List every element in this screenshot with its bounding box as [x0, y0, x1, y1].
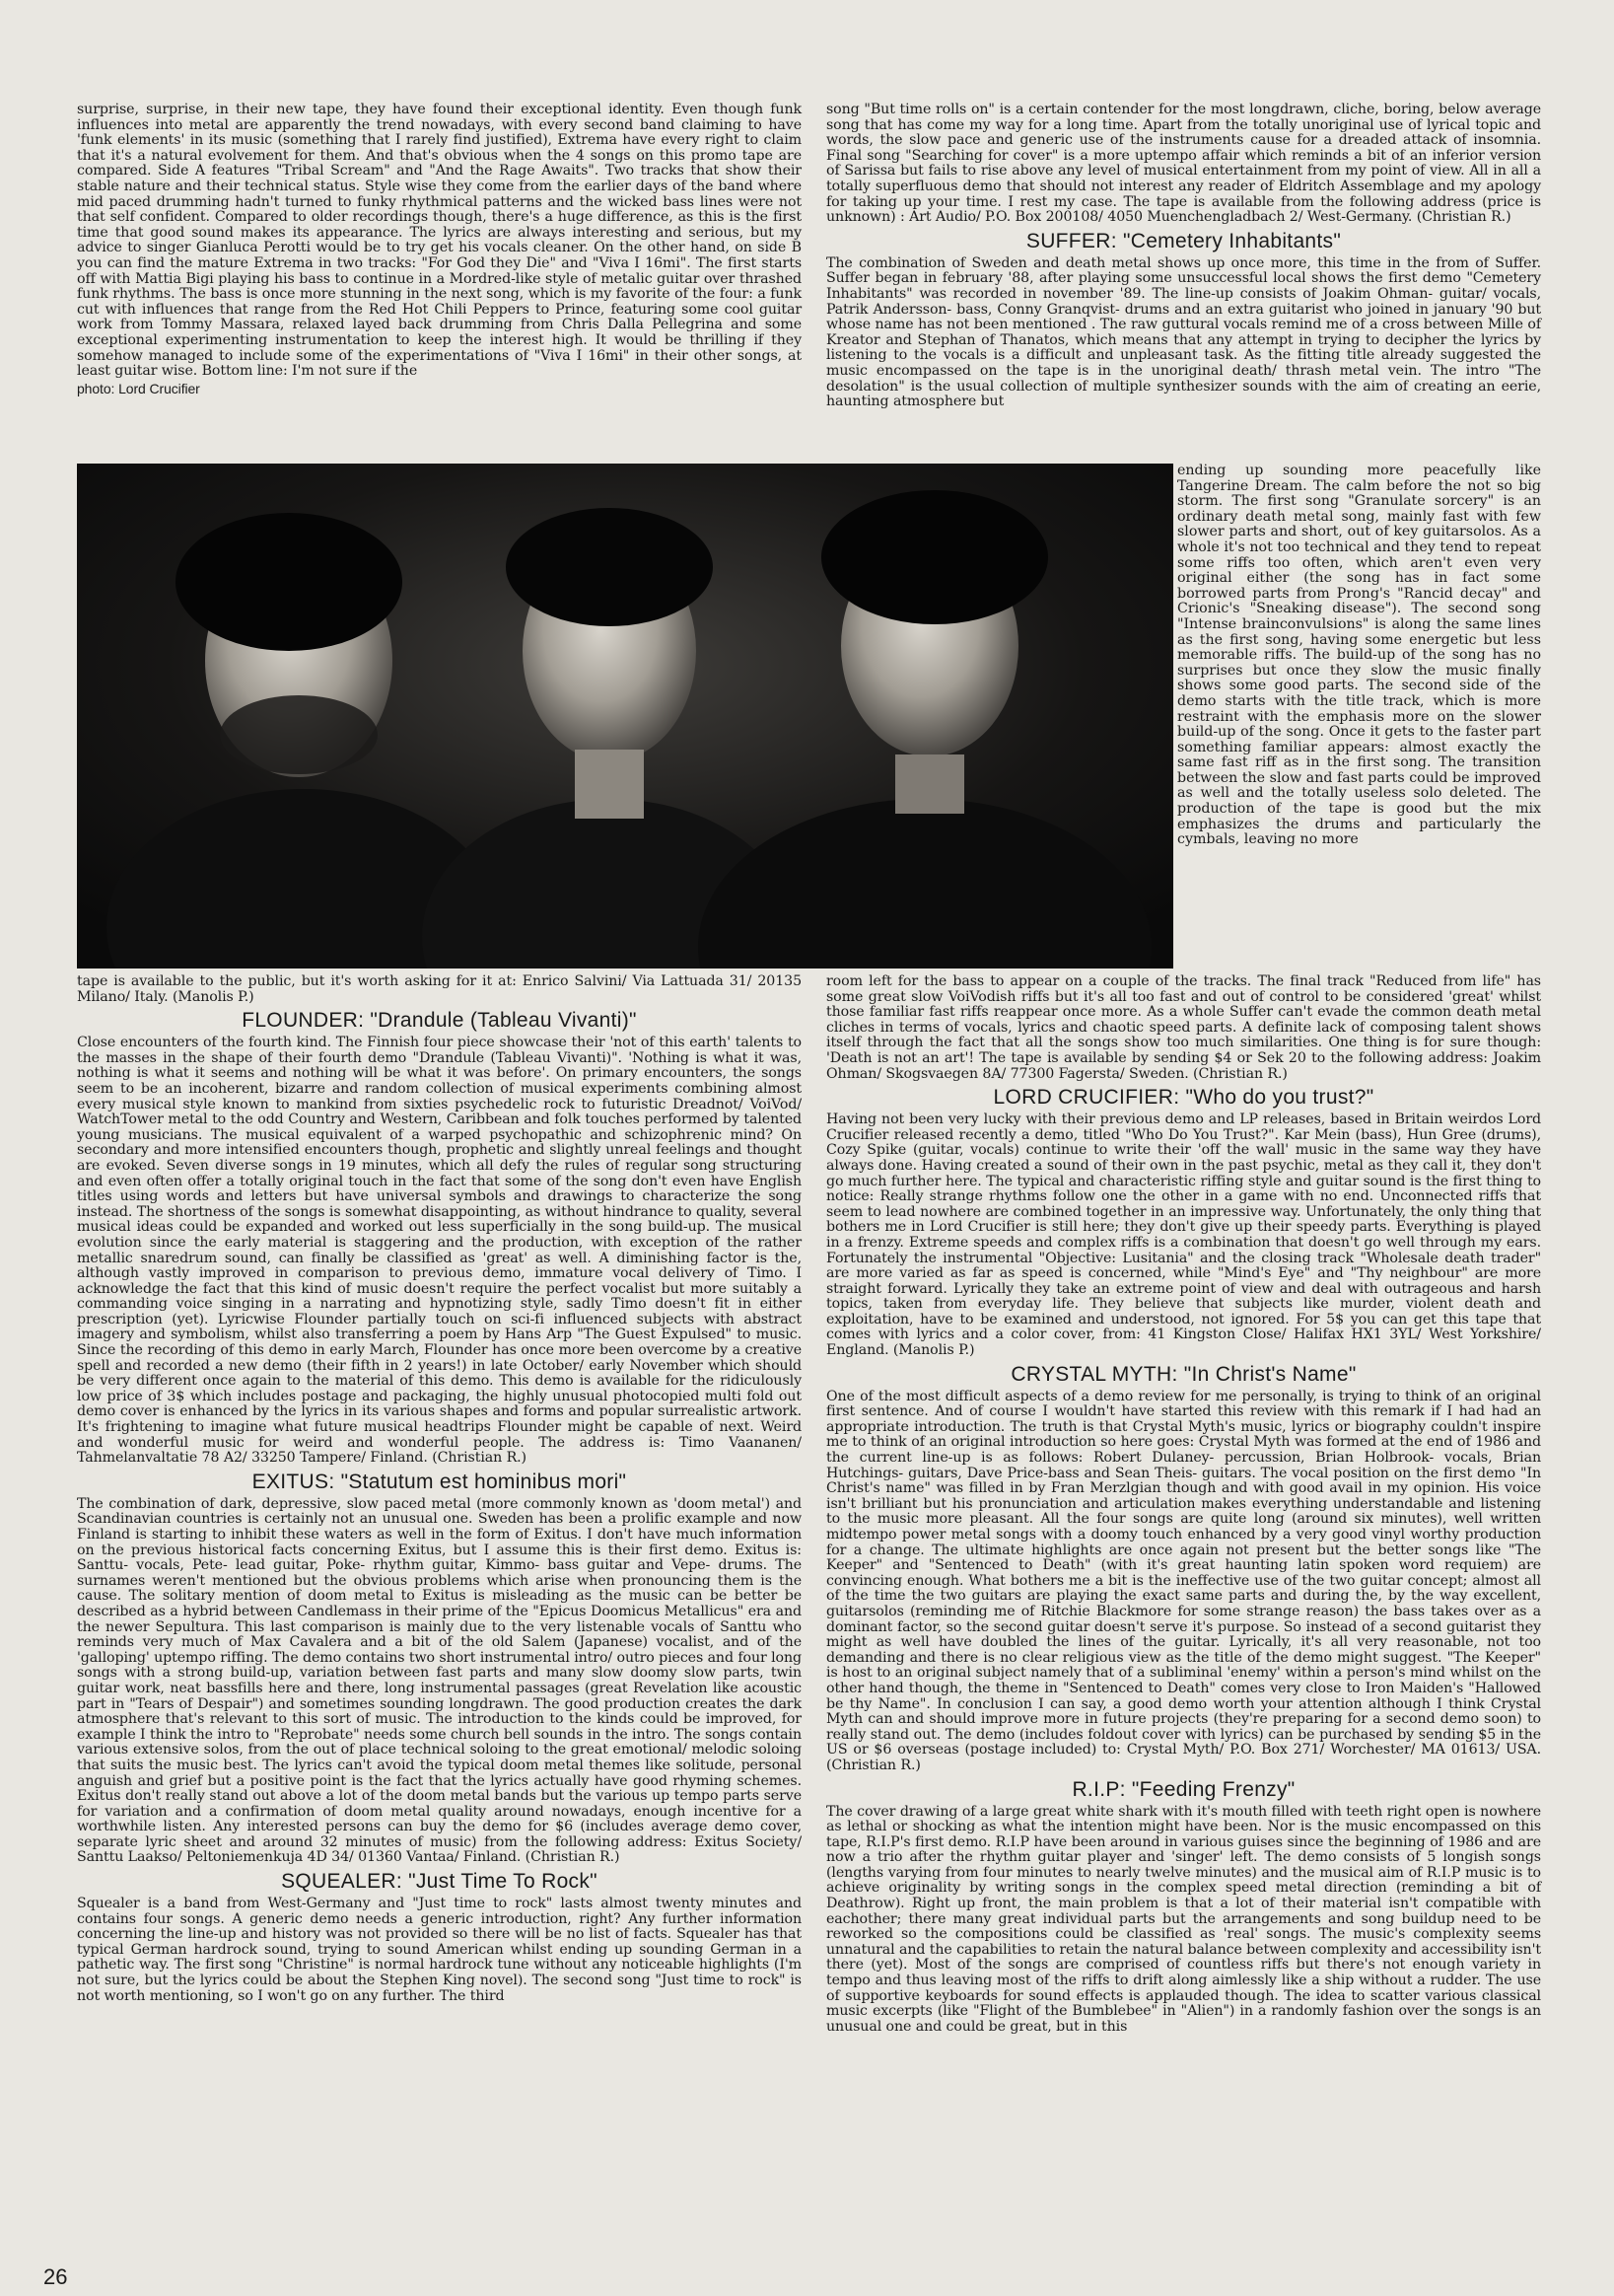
- crystal-myth-heading: CRYSTAL MYTH: "In Christ's Name": [1011, 1362, 1357, 1386]
- suffer-text-bottom: room left for the bass to appear on a couple of the tracks. The final track "Reduced from life" has some great slow VoiVodish riffs but it's all too fast and out of control to be considered 'great' whilst those familiar fast riffs reappear once more. As a whole Suffer can't evade the common death metal cliches in terms of vocals, lyrics and chaotic speed parts. A definite lack of composing talent shows itself through the fact that all the songs show too much similarities. One thing is for sure though: 'Death is not an art'! The tape is available by sending $4 or Sek 20 to the following address: Joakim Ohman/ Skogsvaegen 8A/ 77300 Fagersta/ Sweden. (Christian R.): [826, 973, 1541, 1082]
- flounder-text: Close encounters of the fourth kind. The Finnish four piece showcase their 'not of this earth' talents to the masses in the shape of their fourth demo "Drandule (Tableau Vivanti)". 'Nothing is what it was, nothing is what it seems and nothing will be what it was before'. On primary encounters, the songs seem to be an incoherent, bizarre and random collection of musical experiments combining almost every musical style known to mankind from sixties psychedelic rock to futuristic Dreadnot/ VoiVod/ WatchTower metal to the odd Country and Western, Caribbean and folk touches performed by talented young musicians. The musical equivalent of a warped psychopathic and schizophrenic mind? On secondary and more intensified encounters though, prophetic and slightly unreal feelings and thought are evoked. Seven diverse songs in 19 minutes, which all defy the rules of regular song structuring and even often offer a totally original touch in the fact that some of the song don't even have English titles using words and letters but have universal symbols and drawings to characterize the song instead. The shortness of the songs is somewhat disappointing, as without hindrance to quality, several musical ideas could be expanded and worked out less superficially in the song build-up. The musical evolution since the early material is staggering and the production, with exception of the rather metallic snaredrum sound, can finally be classified as 'great' as well. A diminishing factor is the, although vastly improved in comparison to previous demo, immature vocal delivery of Timo. I acknowledge the fact that this kind of music doesn't require the perfect vocalist but more suitably a commanding voice singing in a narrating and hypnotizing style, sadly Timo doesn't fit in either prescription (yet). Lyricwise Flounder partially touch on sci-fi influenced subjects with abstract imagery and symbolism, whilst also transferring a poem by Hans Arp "The Guest Expulsed" to music. Since the recording of this demo in early March, Flounder has once more been overcome by a creative spell and recorded a new demo (their fifth in 2 years!) in late October/ early November which should be very different once again to the material of this demo. This demo is available for the ridiculously low price of 3$ which includes postage and packaging, the highly unusual photocopied multi fold out demo cover is enhanced by the lyrics in its various shapes and forms and popular surrealistic artwork. It's frightening to imagine what future musical headtrips Flounder might be capable of next. Weird and wonderful music for weird and wonderful people. The address is: Timo Vaananen/ Tahmelanvaltatie 78 A2/ 33250 Tampere/ Finland. (Christian R.): [77, 1035, 802, 1467]
- lord-crucifier-text: Having not been very lucky with their previous demo and LP releases, based in Britain weirdos Lord Crucifier released recently a demo, titled "Who Do You Trust?". Kar Mein (bass), Hun Gree (drums), Cozy Spike (guitar, vocals) continue to write their 'off the wall' music in the same way they have always done. Having created a sound of their own in the past psychic, metal as they call it, they don't go much further here. The typical and characteristic riffing style and guitar sound is the first thing to notice: Really strange rhythms follow one the other in a game with no end. Unconnected riffs that seem to lead nowhere are combined together in an impressive way. Unfortunately, the only thing that bothers me in Lord Crucifier is still here; they don't give up their speedy parts. Everything is played in a frenzy. Extreme speeds and complex riffs is a combination that doesn't go well through my ears. Fortunately the instrumental "Objective: Lusitania" and the closing track "Wholesale death trader" are more varied as far as speed is concerned, while "Mind's Eye" and "Thy neighbour" are more straight forward. Lyrically they take an extreme point of view and deal with outrageous and harsh topics, taken from everyday life. They believe that subjects like murder, violent death and exploitation, have to be examined and understood, not ignored. For 5$ you can get this tape that comes with lyrics and a color cover, from: 41 Kingston Close/ Halifax HX1 3YL/ West Yorkshire/ England. (Manolis P.): [826, 1112, 1541, 1359]
- rip-text: The cover drawing of a large great white shark with it's mouth filled with teeth right open is nowhere as lethal or shocking as what the intention might have been. Nor is the music encompassed on this tape, R.I.P's first demo. R.I.P have been around in various guises since the beginning of 1986 and are now a trio after the rhythm guitar player and 'singer' left. The demo consists of 5 longish songs (lengths varying from four minutes to nearly twelve minutes) and the musical aim of R.I.P music is to achieve originality by writing songs in the complex speed metal direction (reminding a bit of Deathrow). Right up front, the main problem is that a lot of their material isn't compatible with eachother; there many great individual parts but the arrangements and song buildup need to be reworked so the compositions could be classified as 'real' songs. The music's complexity seems unnatural and the capabilities to retain the natural balance between complexity and accessibility isn't there (yet). Most of the songs are comprised of countless riffs but there's not enough variety in tempo and thus leaving most of the riffs to drift along aimlessly like a ship without a rudder. The use of supportive keyboards for sound effects is applauded though. The idea to scatter various classical music excerpts (like "Flight of the Bumblebee" in "Alien") in a randomly fashion over the songs is an unusual one and could be great, but in this: [826, 1803, 1541, 2035]
- rip-heading: R.I.P: "Feeding Frenzy": [1072, 1777, 1296, 1801]
- band-photo-image: [77, 464, 1173, 969]
- left-column-lower: [77, 974, 802, 2006]
- right-column-top: [826, 103, 1541, 412]
- squealer-heading: SQUEALER: "Just Time To Rock": [281, 1870, 597, 1894]
- suffer-text-top: The combination of Sweden and death metal shows up once more, this time in the from of Suffer. Suffer began in february '88, after playing some unsuccessful local shows the first demo "Cemetery Inhabitants" was recorded in november '89. The line-up consists of Joakim Ohman- guitar/ vocals, Patrik Andersson- bass, Conny Granqvist- drums and an extra guitarist who joined in january '90 but whose name has not been mentioned . The raw guttural vocals remind me of a cross between Mille of Kreator and Stephan of Thanatos, which means that any attempt in trying to decipher the lyrics by listening to the vocals is a difficult and unpleasant task. As the fitting title already suggested the music encompassed on the tape is in the unoriginal death/ thrash metal vein. The intro "The desolation" is the usual collection of multiple synthesizer sounds with the aim of creating an eerie, haunting atmosphere but: [826, 254, 1541, 410]
- right-column-lower: [826, 974, 1541, 2037]
- photo-caption: photo: Lord Crucifier: [77, 380, 200, 396]
- previous-review-end: song "But time rolls on" is a certain contender for the most longdrawn, cliche, boring, below average song that has come my way for a long time. Apart from the totally unoriginal use of lyrical topic and words, the slow pace and generic use of the instruments cause for a dreaded attack of insomnia. Final song "Searching for cover" is a more uptempo affair which reminds a bit of an inferior version of Sarissa but fails to rise above any level of musical entertainment from my point of view. All in all a totally superfluous demo that should not interest any reader of Eldritch Assemblage and my apology for taking up your time. I rest my case. The tape is available from the following address (price is unknown) : Art Audio/ P.O. Box 200108/ 4050 Muenchengladbach 2/ West-Germany. (Christian R.): [826, 102, 1541, 226]
- flounder-heading: FLOUNDER: "Drandule (Tableau Vivanti)": [242, 1009, 637, 1033]
- band-photo: [77, 464, 1173, 969]
- squealer-text: Squealer is a band from West-Germany and "Just time to rock" lasts almost twenty minutes and contains four songs. A generic demo needs a generic introduction, right? Any further information concerning the line-up and history was not provided so there will be no list of facts. Squealer has that typical German hardrock sound, trying to sound American whilst ending up sounding German in a pathetic way. The first song "Christine" is normal hardrock tune without any noticeable highlights (I'm not sure, but the lyrics could be about the Stephen King novel). The second song "Just time to rock" is not worth mentioning, so I won't go on any further. The third: [77, 1896, 802, 2004]
- suffer-text-side: [1177, 464, 1541, 848]
- exitus-text: The combination of dark, depressive, slow paced metal (more commonly known as 'doom metal') and Scandinavian countries is certainly not an unusual one. Sweden has been a prolific example and now Finland is starting to inhibit these waters as well in the form of Exitus. I don't have much information on the previous historical facts concerning Exitus, but I assume this is their first demo. Exitus is: Santtu- vocals, Pete- lead guitar, Poke- rhythm guitar, Kimmo- bass guitar and Vepe- drums. The surnames weren't mentioned but the obvious problems which arise when pronouncing them is the cause. The solitary mention of doom metal to Exitus is misleading as the music can be better be described as a hybrid between Candlemass in their prime of the "Epicus Doomicus Metallicus" era and the newer Sepultura. This last comparison is mainly due to the very listenable vocals of Santtu who reminds very much of Max Cavalera and a bit of the old Salem (Japanese) vocalist, and of the 'galloping' uptempo riffing. The demo contains two short instrumental intro/ outro pieces and four long songs with a strong build-up, variation between fast parts and many slow doomy slow parts, twin guitar work, neat bassfills here and there, long instrumental passages (great Revelation like acoustic part in "Tears of Despair") and sometimes sounding longdrawn. The good production creates the dark atmosphere that's relevant to this sort of music. The introduction to the kinds could be improved, for example I think the intro to "Reprobate" needs some church bell sounds in the intro. The songs contain various extensive solos, from the out of place technical soloing to the great emotional/ melodic soloing that suits the music best. The lyrics can't avoid the typical doom metal themes like solitude, personal anguish and grief but a positive point is the fact that the lyrics actually have good rhyming schemes. Exitus don't really stand out above a lot of the doom metal bands but the various up tempo parts serve for variation and a confirmation of doom metal quality around nowadays, enough incentive for a worthwhile listen. Any interested persons can buy the demo for $6 (includes average demo cover, separate lyric sheet and around 32 minutes of music) from the following address: Exitus Society/ Santtu Laakso/ Peltoniemenkuja 4D 34/ 01360 Vantaa/ Finland. (Christian R.): [77, 1495, 802, 1866]
- lord-crucifier-heading: LORD CRUCIFIER: "Who do you trust?": [993, 1086, 1374, 1110]
- extrema-text: surprise, surprise, in their new tape, they have found their exceptional identity. Even though funk influences into metal are apparently the trend nowadays, with every second band claiming to have 'funk elements' in its music (something that I rarely find justified), Extrema have every right to claim that it's a natural evolvement for them. And that's obvious when the 4 songs on this promo tape are compared. Side A features "Tribal Scream" and "And the Rage Awaits". Two tracks that show their stable nature and their technical status. Style wise they come from the earlier days of the band where mid paced drumming hadn't turned to funky rhythmical patterns and the wicked bass lines were not that self confident. Compared to older recordings though, there's a huge difference, as this is the first time that good sound makes its appearance. The lyrics are always interesting and serious, but my advice to singer Gianluca Perotti would be to try get his vocals cleaner. On the other hand, on side B you can find the mature Extrema in two tracks: "For God they Die" and "Viva I 16mi". The first starts off with Mattia Bigi playing his bass to continue in a Mordred-like style of metalic guitar over thrashed funk rhythms. The bass is once more stunning in the next song, which is my favorite of the four: a funk cut with influences that range from the Red Hot Chili Peppers to Prince, featuring some cool guitar work from Tommy Massara, relaxed layed back drumming from Chris Dalla Pellegrina and some exceptional experimenting instrumentation to keep the interest high. It would be thrilling if they somehow managed to include some of the experimentations of "Viva I 16mi" in their other songs, at least guitar wise. Bottom line: I'm not sure if the: [77, 102, 802, 380]
- suffer-side-text: ending up sounding more peacefully like Tangerine Dream. The calm before the not so big storm. The first song "Granulate sorcery" is an ordinary death metal song, mainly fast with few slower parts and short, out of key guitarsolos. As a whole it's not too technical and they tend to repeat some riffs too often, which aren't even very original either (the song has in fact some borrowed parts from Prong's "Rancid decay" and Crionic's "Sneaking disease"). The second song "Intense brainconvulsions" is along the same lines as the first song, having some energetic but less memorable riffs. The build-up of the song has no surprises but once they slow the music finally shows some good parts. The second side of the demo starts with the title track, which is more restraint with the emphasis more on the slower build-up of the song. Once it gets to the faster part something familiar appears: almost exactly the same fast riff as in the first song. The transition between the slow and fast parts could be improved as well and the totally useless solo deleted. The production of the tape is good but the mix emphasizes the drums and particularly the cymbals, leaving no more: [1177, 463, 1541, 848]
- exitus-heading: EXITUS: "Statutum est hominibus mori": [251, 1470, 627, 1493]
- page-number: 26: [43, 2264, 68, 2289]
- extrema-review-continued: [77, 103, 802, 396]
- crystal-myth-text: One of the most difficult aspects of a demo review for me personally, is trying to think of an original first sentence. And of course I wouldn't have started this review with this remark if I had had an appropriate introduction. The truth is that Crystal Myth's music, lyrics or biography couldn't inspire me to think of an original introduction so here goes: Crystal Myth was formed at the end of 1986 and the current line-up is as follows: Robert Dulaney- percussion, Brian Holbrook- vocals, Brian Hutchings- guitars, Dave Price-bass and Sean Theis- guitars. The vocal position on the first demo "In Christ's name" was filled in by Fran Merzlgian though and with good avail in my opinion. His voice isn't brilliant but his pronunciation and articulation makes everything understandable and listening to the music more pleasant. All the four songs are quite long (around six minutes), well written midtempo power metal songs with a doomy touch enhanced by a very good vinyl worthy production for a change. The ultimate highlights are once again not present but the better songs like "The Keeper" and "Sentenced to Death" (with it's great haunting latin spoken word requiem) are convincing enough. What bothers me a bit is the ineffective use of the two guitar concept; almost all of the time the two guitars are playing the exact same parts and during the, by the way excellent, guitarsolos (reminding me of Ritchie Blackmore for some strange reason) the bass takes over as a dominant factor, so the second guitar doesn't serve it's purpose. So instead of a second guitarist they might as well have doubled the lines of the guitar. Lyrically, it's all very reasonable, not too demanding and there is no clear religious view as the title of the demo might suggest. "The Keeper" is host to an original subject namely that of a subliminal 'enemy' within a person's mind whilst on the other hand though, the theme in "Sentenced to Death" comes very close to Iron Maiden's "Hallowed be thy Name". In conclusion I can say, a good demo worth your attention although I think Crystal Myth can and should improve more in future projects (they're preparing for a second demo soon) to really stand out. The demo (includes foldout cover with lyrics) can be purchased by sending $5 in the US or $6 overseas (postage included) to: Crystal Myth/ P.O. Box 271/ Worchester/ MA 01613/ USA. (Christian R.): [826, 1388, 1541, 1773]
- suffer-heading: SUFFER: "Cemetery Inhabitants": [1025, 229, 1342, 252]
- extrema-end: tape is available to the public, but it's worth asking for it at: Enrico Salvini/ Via Lattuada 31/ 20135 Milano/ Italy. (Manolis P.): [77, 973, 802, 1005]
